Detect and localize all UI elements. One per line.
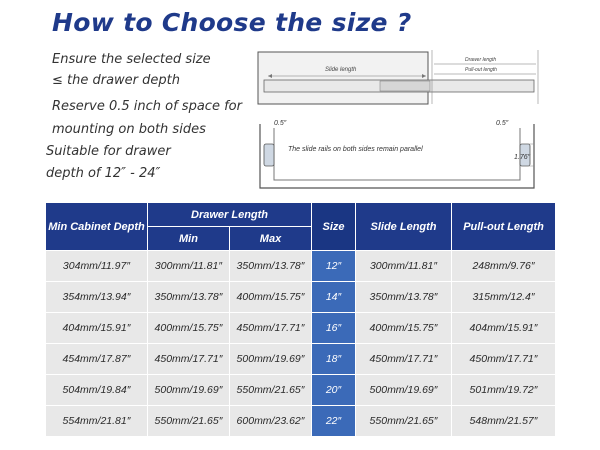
note-line-5: Suitable for drawer <box>46 144 171 159</box>
cell-min-cabinet-depth: 404mm/15.91″ <box>46 313 148 344</box>
cell-drawer-max: 400mm/15.75″ <box>230 282 312 313</box>
cell-pullout-length: 501mm/19.72″ <box>452 375 556 406</box>
table-row <box>46 282 556 313</box>
cell-pullout-length: 315mm/12.4″ <box>452 282 556 313</box>
cell-drawer-min: 550mm/21.65″ <box>148 406 230 437</box>
cell-slide-length: 300mm/11.81″ <box>356 251 452 282</box>
drawer-cross-section <box>274 128 520 180</box>
size-table <box>45 202 556 437</box>
drawer-length-label: Drawer length <box>465 57 497 63</box>
cell-pullout-length: 548mm/21.57″ <box>452 406 556 437</box>
page-title: How to Choose the size ? <box>52 8 412 37</box>
note-line-3: Reserve 0.5 inch of space for <box>52 99 242 114</box>
note-line-2: ≤ the drawer depth <box>52 73 181 88</box>
cell-drawer-min: 400mm/15.75″ <box>148 313 230 344</box>
slide-length-label: Slide length <box>325 67 357 73</box>
table-row <box>46 375 556 406</box>
cell-size: 14″ <box>312 282 356 313</box>
cell-min-cabinet-depth: 304mm/11.97″ <box>46 251 148 282</box>
pullout-length-label: Pull-out length <box>465 67 497 73</box>
cell-drawer-max: 600mm/23.62″ <box>230 406 312 437</box>
left-rail <box>264 144 274 166</box>
cell-min-cabinet-depth: 554mm/21.81″ <box>46 406 148 437</box>
note-line-4: mounting on both sides <box>52 122 206 137</box>
cell-drawer-min: 300mm/11.81″ <box>148 251 230 282</box>
header-size: Size <box>312 203 356 251</box>
cabinet-outline <box>258 52 428 104</box>
cell-min-cabinet-depth: 454mm/17.87″ <box>46 344 148 375</box>
cell-pullout-length: 404mm/15.91″ <box>452 313 556 344</box>
rail-bracket <box>380 81 430 91</box>
cell-min-cabinet-depth: 354mm/13.94″ <box>46 282 148 313</box>
header-slide-length: Slide Length <box>356 203 452 251</box>
cell-drawer-max: 500mm/19.69″ <box>230 344 312 375</box>
cell-pullout-length: 248mm/9.76″ <box>452 251 556 282</box>
note-line-6: depth of 12″ - 24″ <box>46 166 161 181</box>
cell-size: 18″ <box>312 344 356 375</box>
header-max: Max <box>230 227 312 251</box>
header-pullout-length: Pull-out Length <box>452 203 556 251</box>
cross-section-diagram <box>252 114 542 194</box>
parallel-caption: The slide rails on both sides remain parallel <box>288 146 423 153</box>
cell-drawer-max: 550mm/21.65″ <box>230 375 312 406</box>
cell-slide-length: 350mm/13.78″ <box>356 282 452 313</box>
table-row <box>46 406 556 437</box>
cell-size: 16″ <box>312 313 356 344</box>
cell-slide-length: 550mm/21.65″ <box>356 406 452 437</box>
header-min-cabinet-depth: Min Cabinet Depth <box>46 203 148 251</box>
cell-slide-length: 450mm/17.71″ <box>356 344 452 375</box>
cell-size: 12″ <box>312 251 356 282</box>
cell-drawer-min: 350mm/13.78″ <box>148 282 230 313</box>
cell-drawer-max: 450mm/17.71″ <box>230 313 312 344</box>
height-label: 1.76″ <box>514 154 531 161</box>
cabinet-cross-section <box>260 124 534 188</box>
cell-slide-length: 500mm/19.69″ <box>356 375 452 406</box>
cell-drawer-max: 350mm/13.78″ <box>230 251 312 282</box>
cell-drawer-min: 450mm/17.71″ <box>148 344 230 375</box>
cell-min-cabinet-depth: 504mm/19.84″ <box>46 375 148 406</box>
cell-size: 22″ <box>312 406 356 437</box>
cell-pullout-length: 450mm/17.71″ <box>452 344 556 375</box>
left-gap-label: 0.5″ <box>274 120 287 127</box>
cell-drawer-min: 500mm/19.69″ <box>148 375 230 406</box>
table-row <box>46 313 556 344</box>
header-min: Min <box>148 227 230 251</box>
table-row <box>46 251 556 282</box>
header-drawer-length: Drawer Length <box>148 203 312 227</box>
note-line-1: Ensure the selected size <box>52 52 211 67</box>
cell-size: 20″ <box>312 375 356 406</box>
cell-slide-length: 400mm/15.75″ <box>356 313 452 344</box>
right-gap-label: 0.5″ <box>496 120 509 127</box>
slide-length-diagram <box>250 40 550 108</box>
table-row <box>46 344 556 375</box>
